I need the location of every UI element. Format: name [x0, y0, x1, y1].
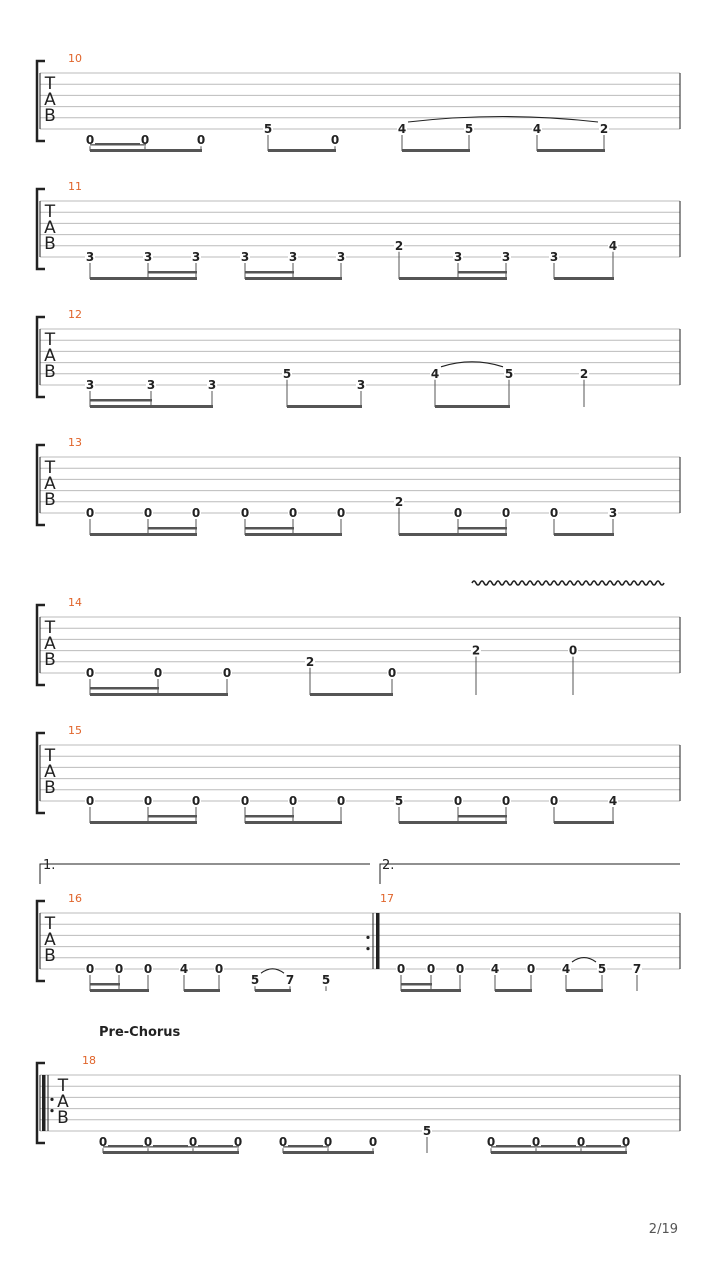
fret-number: 0 [288, 506, 298, 520]
beam-secondary [90, 983, 120, 986]
beam-secondary [148, 527, 197, 530]
fret-number: 3 [453, 250, 463, 264]
fret-number: 0 [501, 794, 511, 808]
fret-number: 0 [455, 962, 465, 976]
vibrato-mark [472, 581, 664, 585]
measure-number: 13 [68, 436, 82, 449]
fret-number: 0 [233, 1135, 243, 1150]
fret-number: 0 [114, 962, 124, 976]
beam [402, 149, 470, 152]
tab-clef-letter: A [44, 346, 56, 366]
tab-clef-letter: T [44, 746, 56, 766]
fret-number: 0 [240, 794, 250, 808]
fret-number: 3 [143, 250, 153, 264]
fret-number: 3 [288, 250, 298, 264]
repeat-dot [50, 1098, 53, 1101]
beam-secondary [283, 1145, 329, 1148]
fret-number: 0 [387, 666, 397, 680]
beam [554, 277, 614, 280]
fret-number: 2 [305, 654, 315, 669]
tab-clef-letter: A [44, 930, 56, 950]
fret-number: 0 [153, 666, 163, 680]
fret-number: 0 [214, 962, 224, 976]
tab-clef-letter: A [44, 218, 56, 238]
fret-number: 5 [464, 122, 474, 136]
beam [435, 405, 510, 408]
fret-number: 0 [85, 133, 95, 148]
fret-number: 0 [240, 506, 250, 520]
fret-number: 5 [597, 962, 607, 976]
fret-number: 0 [143, 962, 153, 976]
beam [268, 149, 336, 152]
fret-number: 4 [430, 366, 440, 381]
measure-number: 18 [82, 1054, 96, 1067]
tab-clef-letter: A [44, 634, 56, 654]
beam [310, 693, 393, 696]
beam [255, 989, 291, 992]
fret-number: 4 [532, 122, 542, 136]
beam-secondary [245, 815, 294, 818]
beam [554, 821, 614, 824]
beam-secondary [458, 527, 507, 530]
volta-bracket-2 [380, 864, 680, 884]
tab-clef-letter: B [44, 106, 56, 126]
fret-number: 3 [146, 378, 156, 392]
fret-number: 0 [85, 962, 95, 976]
volta-bracket-1 [40, 864, 370, 884]
measure-number: 15 [68, 724, 82, 737]
fret-number: 4 [608, 238, 618, 253]
fret-number: 3 [191, 250, 201, 264]
beam [103, 1151, 239, 1154]
fret-number: 0 [336, 794, 346, 808]
ending-1-label: 1. [43, 858, 56, 873]
beam [245, 821, 342, 824]
repeat-start-thick-bar [42, 1075, 46, 1131]
beam [399, 821, 507, 824]
beam [90, 989, 149, 992]
fret-number: 0 [191, 794, 201, 808]
fret-number: 0 [85, 506, 95, 520]
fret-number: 2 [394, 494, 404, 509]
fret-number: 0 [278, 1135, 288, 1150]
beam [184, 989, 220, 992]
tab-clef-letter: B [44, 946, 56, 966]
fret-number: 0 [140, 133, 150, 148]
beam [537, 149, 605, 152]
tab-clef-letter: T [44, 202, 56, 222]
page-indicator: 2/19 [648, 1222, 678, 1237]
fret-number: 3 [549, 250, 559, 264]
fret-number: 2 [599, 122, 609, 136]
beam [287, 405, 362, 408]
beam [245, 277, 342, 280]
fret-number: 0 [188, 1135, 198, 1150]
fret-number: 0 [368, 1135, 378, 1150]
fret-number: 0 [453, 506, 463, 520]
fret-number: 0 [288, 794, 298, 808]
fret-number: 0 [621, 1135, 631, 1150]
tab-clef-letter: B [44, 234, 56, 254]
beam [401, 989, 461, 992]
fret-number: 0 [426, 962, 436, 976]
measure-number: 11 [68, 180, 82, 193]
fret-number: 5 [394, 794, 404, 808]
tab-clef-letter: A [44, 762, 56, 782]
ending-2-label: 2. [382, 858, 395, 873]
fret-number: 0 [453, 794, 463, 808]
tab-clef-letter: T [44, 914, 56, 934]
repeat-dot [366, 936, 369, 939]
fret-number: 3 [85, 250, 95, 264]
measure-number: 14 [68, 596, 82, 609]
tab-clef-letter: B [44, 650, 56, 670]
beam-secondary [458, 271, 507, 274]
tab-clef-letter: T [57, 1076, 69, 1096]
tab-clef-letter: T [44, 458, 56, 478]
fret-number: 0 [330, 133, 340, 148]
fret-number: 2 [394, 238, 404, 253]
fret-number: 7 [285, 973, 295, 988]
fret-number: 4 [608, 794, 618, 808]
fret-number: 4 [561, 962, 571, 976]
fret-number: 0 [396, 962, 406, 976]
beam [90, 277, 197, 280]
fret-number: 3 [608, 506, 618, 520]
beam [554, 533, 614, 536]
beam-secondary [90, 687, 159, 690]
fret-number: 0 [501, 506, 511, 520]
measure-number: 17 [380, 892, 394, 905]
repeat-dot [366, 947, 369, 950]
tab-clef-letter: A [44, 474, 56, 494]
beam [245, 533, 342, 536]
measure-number: 12 [68, 308, 82, 321]
section-label-pre-chorus: Pre-Chorus [99, 1025, 181, 1040]
fret-number: 5 [263, 122, 273, 136]
fret-number: 0 [143, 1135, 153, 1150]
fret-number: 0 [143, 506, 153, 520]
fret-number: 2 [579, 366, 589, 381]
beam [90, 533, 197, 536]
fret-number: 7 [632, 962, 642, 976]
tab-clef-letter: B [44, 362, 56, 382]
fret-number: 0 [98, 1135, 108, 1150]
beam [90, 405, 213, 408]
beam [90, 693, 228, 696]
measure-number: 10 [68, 52, 82, 65]
fret-number: 4 [397, 122, 407, 136]
beam-secondary [103, 1145, 239, 1148]
beam [491, 1151, 627, 1154]
fret-number: 0 [549, 506, 559, 520]
fret-number: 0 [576, 1135, 586, 1150]
fret-number: 5 [422, 1124, 432, 1138]
beam-secondary [245, 527, 294, 530]
beam-secondary [491, 1145, 627, 1148]
fret-number: 0 [222, 666, 232, 680]
fret-number: 3 [356, 378, 366, 392]
fret-number: 5 [282, 366, 292, 381]
fret-number: 5 [250, 973, 260, 988]
fret-number: 0 [191, 506, 201, 520]
fret-number: 0 [526, 962, 536, 976]
fret-number: 0 [85, 666, 95, 680]
repeat-dot [50, 1109, 53, 1112]
tab-clef-letter: B [44, 490, 56, 510]
fret-number: 5 [321, 973, 331, 988]
fret-number: 5 [504, 366, 514, 381]
beam-secondary [245, 271, 294, 274]
beam [90, 821, 197, 824]
fret-number: 4 [490, 962, 500, 976]
fret-number: 2 [471, 643, 481, 658]
beam-secondary [401, 983, 432, 986]
fret-number: 3 [207, 378, 217, 392]
fret-number: 3 [501, 250, 511, 264]
beam [283, 1151, 374, 1154]
beam [399, 277, 507, 280]
beam [399, 533, 507, 536]
fret-number: 0 [323, 1135, 333, 1150]
repeat-end-thick-bar [376, 913, 380, 969]
fret-number: 0 [568, 643, 578, 658]
beam-secondary [90, 143, 146, 146]
fret-number: 0 [336, 506, 346, 520]
beam-secondary [148, 271, 197, 274]
beam [495, 989, 532, 992]
beam-secondary [458, 815, 507, 818]
fret-number: 0 [486, 1135, 496, 1150]
tab-clef-letter: A [57, 1092, 69, 1112]
fret-number: 0 [549, 794, 559, 808]
fret-number: 4 [179, 962, 189, 976]
tab-clef-letter: B [44, 778, 56, 798]
fret-number: 0 [531, 1135, 541, 1150]
tab-clef-letter: T [44, 330, 56, 350]
measure-number: 16 [68, 892, 82, 905]
fret-number: 3 [336, 250, 346, 264]
beam [566, 989, 603, 992]
fret-number: 3 [85, 378, 95, 392]
tab-clef-letter: T [44, 74, 56, 94]
fret-number: 0 [143, 794, 153, 808]
tab-clef-letter: A [44, 90, 56, 110]
fret-number: 3 [240, 250, 250, 264]
tab-clef-letter: T [44, 618, 56, 638]
beam [90, 149, 202, 152]
fret-number: 0 [196, 133, 206, 148]
tab-clef-letter: B [57, 1108, 69, 1128]
fret-number: 0 [85, 794, 95, 808]
beam-secondary [148, 815, 197, 818]
beam-secondary [90, 399, 152, 402]
